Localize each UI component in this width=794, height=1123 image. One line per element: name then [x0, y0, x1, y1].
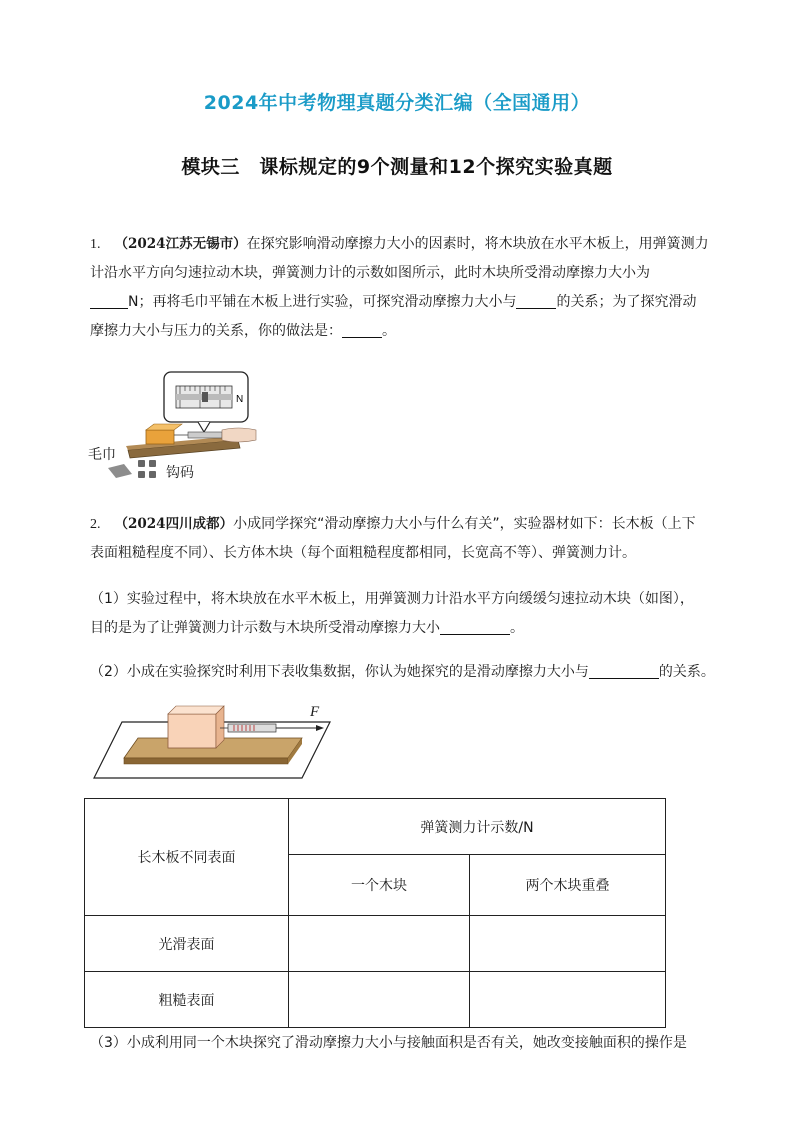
- q1-text-3a: N；再将毛巾平铺在木板上进行实验，可探究滑动摩擦力大小与: [128, 294, 517, 310]
- table-cell[interactable]: [289, 972, 470, 1028]
- weights-label: 钩码: [166, 465, 194, 481]
- q1-blank-1[interactable]: [90, 292, 128, 309]
- question-2: [90, 510, 710, 568]
- table-col-header-1: 一个木块: [289, 855, 470, 916]
- q2-p2-text: （2）小成在实验探究时利用下表收集数据，你认为她探究的是滑动摩擦力大小与: [90, 664, 589, 680]
- gauge-unit: N: [236, 394, 244, 405]
- q1-line-4: [90, 317, 710, 346]
- q2-part-2: [90, 658, 715, 687]
- q1-line-1: [90, 230, 710, 259]
- table-row-header: 长木板不同表面: [85, 799, 289, 916]
- wood-block-2: [168, 714, 216, 748]
- q2-line-1: [90, 510, 710, 539]
- weights: [138, 460, 156, 478]
- q2-p2-end: 的关系。: [658, 664, 715, 680]
- table-cell[interactable]: [470, 972, 666, 1028]
- q1-text-4a: 摩擦力大小与压力的关系，你的做法是：: [90, 323, 342, 339]
- q2-part-3: （3）小成利用同一个木块探究了滑动摩擦力大小与接触面积是否有关，她改变接触面积的操作是: [90, 1035, 687, 1051]
- q2-source: （2024四川成都）: [114, 516, 234, 532]
- q1-blank-3[interactable]: [342, 321, 382, 338]
- q2-blank-2[interactable]: [589, 662, 659, 679]
- q1-text-4b: 。: [382, 323, 396, 339]
- towel-label: 毛巾: [88, 447, 116, 463]
- q2-p1-line-2: [90, 614, 715, 643]
- q2-p1-line-1: （1）实验过程中，将木块放在水平木板上，用弹簧测力计沿水平方向缓缓匀速拉动木块（如图），: [90, 591, 694, 607]
- q2-text-1: 小成同学探究“滑动摩擦力大小与什么有关”，实验器材如下：长木板（上下: [233, 516, 696, 532]
- table-col-header-2: 两个木块重叠: [470, 855, 666, 916]
- wood-block: [146, 430, 174, 444]
- table-row-label-2: 粗糙表面: [85, 972, 289, 1028]
- table-cell[interactable]: [289, 916, 470, 972]
- table-row: [85, 972, 666, 1028]
- hand: [222, 428, 256, 442]
- q2-line-2: 表面粗糙程度不同）、长方体木块（每个面粗糙程度都相同，长宽高不等）、弹簧测力计。: [90, 545, 636, 561]
- question-1: [90, 230, 710, 346]
- q1-text-3b: 的关系；为了探究滑动: [556, 294, 697, 310]
- q1-text-1: 在探究影响滑动摩擦力大小的因素时，将木块放在水平木板上，用弹簧测力: [246, 236, 709, 252]
- spring-scale-2: [228, 724, 276, 732]
- q1-blank-2[interactable]: [516, 292, 556, 309]
- q2-number: 2.: [90, 517, 101, 532]
- q2-p1-text: 目的是为了让弹簧测力计示数与木块所受滑动摩擦力大小: [90, 620, 440, 636]
- data-table: [84, 798, 666, 1028]
- table-cell[interactable]: [470, 916, 666, 972]
- q2-p1-end: 。: [510, 620, 524, 636]
- q2-part-1: [90, 585, 715, 643]
- module-subtitle: 模块三 课标规定的9个测量和12个探究实验真题: [181, 156, 613, 178]
- table-row-label-1: 光滑表面: [85, 916, 289, 972]
- q1-number: 1.: [90, 237, 101, 252]
- table-group-header: 弹簧测力计示数/N: [289, 799, 666, 855]
- q1-line-3: [90, 288, 710, 317]
- table-row: [85, 916, 666, 972]
- force-label: F: [310, 704, 320, 720]
- q2-blank-1[interactable]: [440, 618, 510, 635]
- q1-line-2: 计沿水平方向匀速拉动木块，弹簧测力计的示数如图所示，此时木块所受滑动摩擦力大小为: [90, 265, 650, 281]
- q1-source: （2024江苏无锡市）: [114, 236, 247, 252]
- q2-figure: [92, 702, 342, 782]
- document-title: 2024年中考物理真题分类汇编（全国通用）: [203, 92, 591, 114]
- towel: [108, 464, 132, 478]
- spring-scale: [188, 432, 222, 438]
